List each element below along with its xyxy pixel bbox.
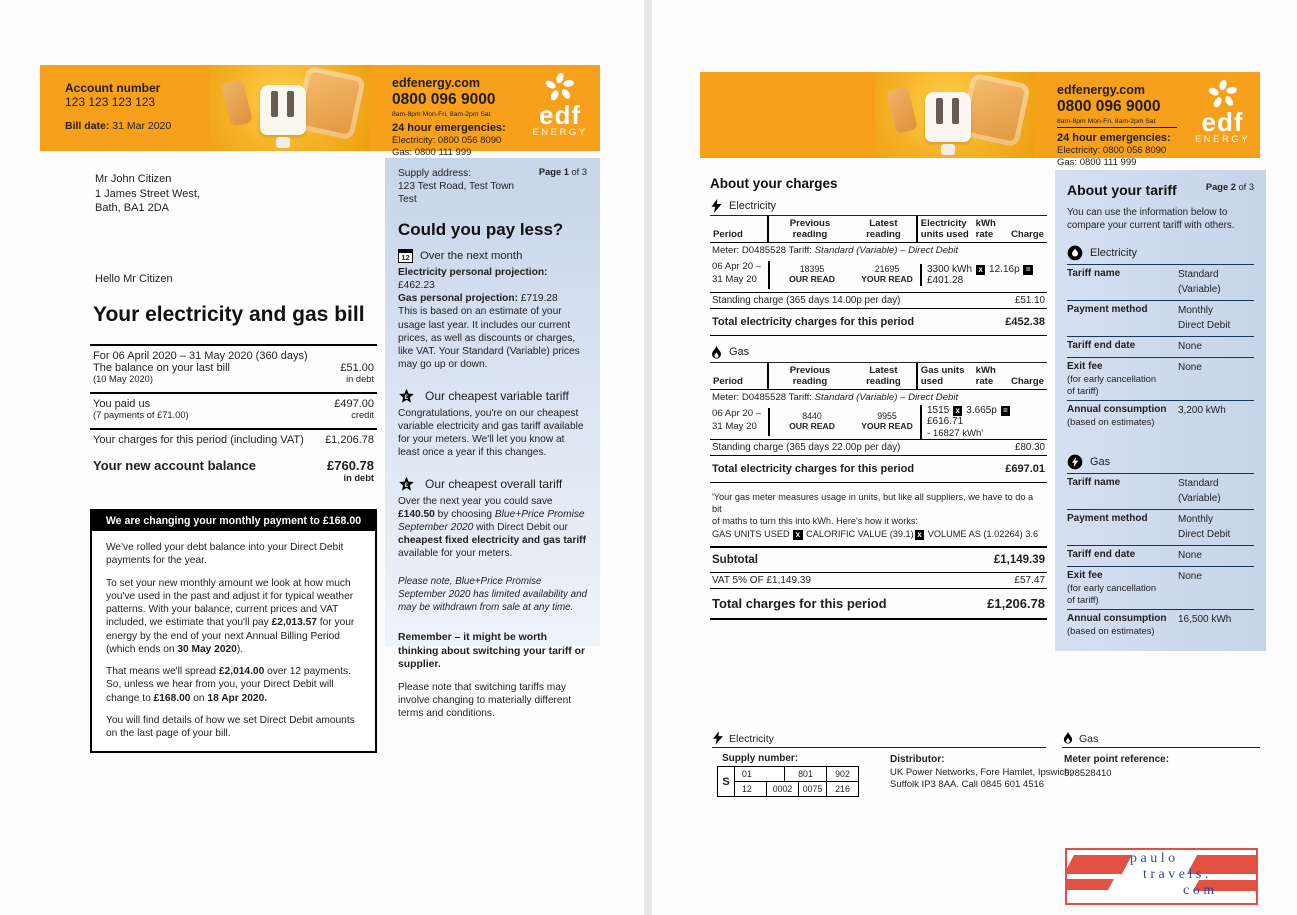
footer-gas-header: Gas [1062,731,1260,748]
footer-electricity-header: Electricity [712,731,1046,748]
emergencies-label: 24 hour emergencies: [1057,132,1171,144]
toast-slice [221,79,253,127]
greeting: Hello Mr Citizen [95,273,173,285]
supply-address-line: Test [398,194,417,206]
pay-less-heading: Could you pay less? [398,220,564,240]
opening-hours: 8am-8pm Mon-Fri, 8am-2pm Sat [392,111,491,118]
opening-hours: 8am-8pm Mon-Fri, 8am-2pm Sat [1057,118,1177,128]
watermark-shape [1065,855,1132,874]
tariff-row: Tariff name Standard (Variable) [1067,474,1254,510]
remember-note: Remember – it might be worth thinking about switching your tariff or supplier. [398,632,586,670]
phone-number: 0800 096 9000 [392,91,496,108]
supply-address-label: Supply address: [398,168,472,179]
bill-date: Bill date: 31 Mar 2020 [65,120,172,132]
edf-logo-subtext: ENERGY [1194,134,1251,146]
account-info [40,65,210,151]
balance-section-payments: You paid us £497.00 (7 payments of £71.00) credit [90,392,377,428]
meter-line: Meter: D0485528 Tariff: Standard (Variable) – Direct Debit [712,245,959,256]
emergency-electricity: Electricity: 0800 056 8090 [1057,145,1167,156]
svg-text:£: £ [404,393,409,401]
charges-section [710,176,1047,620]
standing-charge-row: Standing charge (365 days 14.00p per day) £51.10 [710,292,1047,309]
distributor-info: Distributor: UK Power Networks, Fore Hamlet, Ipswich, Suffolk IP3 8AA. Call 0845 601 4516 [890,754,1073,791]
contact-info [1035,72,1185,168]
calendar-icon: 12 [398,249,413,263]
direct-debit-change-box [90,509,377,753]
star-pound-icon [398,476,415,493]
tariff-gas-header: Gas [1067,454,1254,474]
edf-logo [520,65,600,151]
dd-paragraph: You will find details of how we set Direct Debit amounts on the last page of your bill. [106,714,355,739]
direct-debit-banner: We are changing your monthly payment to £168.00 [92,511,375,531]
standing-charge-row: Standing charge (365 days 22.00p per day) £80.30 [710,439,1047,456]
dd-paragraph: We've rolled your debt balance into your Direct Debit payments for the year. [106,542,344,567]
grand-total-row: Total charges for this period £1,206.78 [710,589,1047,620]
dd-paragraph: To set your new monthly amount we look at how much you've used in the past and adjust it for typical weather patterns. With your balance, current prices and VAT included, we estimate that you'll pay £2,013.57 for your energy by the end of your next Annual Billing Period (which ends on 30 May 2020). [106,577,355,655]
electricity-total-row: Total electricity charges for this period £452.38 [710,309,1047,336]
tariff-row: Exit fee (for early cancellation of tariff) None [1067,567,1254,610]
account-number-label: Account number [65,81,161,95]
toaster-body [260,85,306,135]
electricity-section-header: Electricity [710,199,1047,216]
watermark-shape [1065,879,1114,890]
balance-summary [90,344,377,491]
electricity-calculation: 3300 kWh x 12.16p = £401.28 [920,264,1047,286]
tariff-row: Tariff end date None [1067,546,1254,567]
flame-icon [1062,731,1074,745]
edf-logo-text: edf [539,100,581,130]
tariff-side-panel [1055,170,1266,651]
emergency-electricity: Electricity: 0800 056 8090 [392,135,502,146]
tariff-electricity-header: Electricity [1067,245,1254,265]
switching-note: Please note that switching tariffs may involve changing to materially different terms and conditions. [398,682,572,720]
dd-paragraph: That means we'll spread £2,014.00 over 12 payments. So, unless we hear from you, your Direct Debit will change to £168.00 on 18 Apr 2020. [106,666,351,704]
gas-calculation: 1515 x 3.665p = £616.71 - 16827 kWh' [920,405,1047,439]
vat-row: VAT 5% OF £1,149.39 £57.47 [710,572,1047,589]
electricity-reading-row: 06 Apr 20 – 31 May 20 18395 OUR READ 21695 YOUR READ 3300 kWh x 12.16p = £401.28 [710,258,1047,292]
star-pound-icon [398,388,415,405]
cheapest-variable-tariff-section: £ Our cheapest variable tariff Congratulations, you're on our cheapest variable electricity and gas tariff available for your meters. We'll let you know at least once a year if this changes. [398,388,584,458]
phone-number: 0800 096 9000 [1057,98,1161,115]
toast-slice [886,86,918,134]
page-indicator: Page 1 of 3 [538,167,587,177]
contact-info [370,65,520,158]
tariff-row: Annual consumption (based on estimates) 16,500 kWh [1067,613,1232,637]
gas-section-header: Gas [710,345,1047,363]
toaster-body [925,92,971,142]
balance-section-last-bill: For 06 April 2020 – 31 May 2020 (360 days) The balance on your last bill £51.00 (10 May 2020) in debt [90,344,377,392]
website: edfenergy.com [1057,83,1145,97]
toaster-knob [276,137,290,148]
paulo-travels-watermark: paulo travels. com [1065,848,1258,905]
meter-point-reference: Meter point reference: 598528410 [1064,754,1170,779]
page1-side-panel: Supply address: Page 1 of 3 123 Test Road, Test Town Test Could you pay less? 12 Over the next month Electricity personal projection: £462.23 Gas personal projection: £719.28 This is based on an estimate of your usage last year. It includes our current prices, as well as discounts or charges, like VAT. Your Standard (Variable) prices may go up or down. £ Our cheapest variable tariff Congratulations, you're on our cheapest variable electricity and gas tariff available for your meters. We'll let you know at least once a year if this changes. £ Our cheapest overall tariff Over the next year you could save £140.50 by choosing Blue+Price Promise September 2020 with Direct Debit our cheapest fixed electricity and gas tariff available for your meters. Please note, Blue+Price Promise September 2020 has limited availability and may be withdrawn from sale at any time. Remember – it might be worth thinking about switching your tariff or supplier. Please note that switching tariffs may involve changing to materially different terms and conditions. [385,158,600,646]
new-account-balance: Your new account balance £760.78 [93,458,374,473]
account-number: 123 123 123 123 [65,95,156,109]
subtotal-row: Subtotal £1,149.39 [710,546,1047,572]
svg-text:£: £ [404,481,409,489]
balance-section-charges: Your charges for this period (including VAT) £1,206.78 Your new account balance £760.78 in debt [90,428,377,491]
bolt-circle-icon [1067,454,1083,470]
tariff-row: Exit fee (for early cancellation of tariff) None [1067,358,1254,401]
tariff-row: Annual consumption (based on estimates) 3,200 kWh [1067,404,1226,428]
lightning-icon [710,199,723,213]
page1-header [40,65,600,158]
supply-address-line: 123 Test Road, Test Town [398,181,515,193]
emergency-gas: Gas: 0800 111 999 [392,147,472,158]
availability-note: Please note, Blue+Price Promise September 2020 has limited availability and may be withdrawn from sale at any time. [398,576,587,614]
edf-logo-text: edf [1201,107,1244,137]
supply-number-grid: S 01 801 902 12 0002 0075 216 [717,766,859,797]
page-indicator: Page 2 of 3 [1205,182,1254,192]
tariff-row: Payment method Monthly Direct Debit [1067,301,1254,337]
gas-projection: Gas personal projection: £719.28 [398,293,558,305]
lightning-icon [712,731,724,745]
projection-note: This is based on an estimate of your usage last year. It includes our current prices, as well as discounts or charges, like VAT. Your Standard (Variable) prices may go up or down. [398,306,580,370]
page-gutter [644,0,652,915]
flame-circle-icon [1067,245,1083,261]
edf-logo [1185,72,1260,158]
meter-line: Meter: D0485528 Tariff: Standard (Variable) – Direct Debit [712,391,959,403]
gas-total-row: Total electricity charges for this period £697.01 [710,456,1047,483]
toaster-image [875,72,1035,158]
gas-charges-table: Period Previous reading Latest reading Gas units used kWh rate Charge Meter: D0485528 Tariff: Standard (Variable) – Direct Debit 06 Apr 20 – 31 May 20 8440 OUR READ 9955 YOUR READ 1515 x 3.665p = £616.71 - 16827 kWh' Standing charge (365 days 22.00p per day) £80.30 Total electricity charges for this period £697.01 [710,363,1047,483]
gas-reading-row: 06 Apr 20 – 31 May 20 8440 OUR READ 9955 YOUR READ 1515 x 3.665p = £616.71 - 16827 kWh' [710,405,1047,439]
emergency-gas: Gas: 0800 111 999 [1057,157,1137,168]
edf-logo-subtext: ENERGY [532,127,588,139]
billing-period: For 06 April 2020 – 31 May 2020 (360 days) [93,350,308,362]
cheapest-overall-tariff-section: £ Our cheapest overall tariff Over the next year you could save £140.50 by choosing Blue+Price Promise September 2020 with Direct Debit our cheapest fixed electricity and gas tariff available for your meters. [398,476,586,560]
electricity-charges-table: Period Previous reading Latest reading Electricity units used kWh rate Charge Meter: D0485528 Tariff: Standard (Variable) – Direct Debit 06 Apr 20 – 31 May 20 18395 OUR READ 21695 YOUR READ 3300 kWh x 12.16p = £401.28 Standing charge (365 days 14.00p per day) £51.10 Total electricity charges for this period £452.38 [710,216,1047,336]
toaster-image [210,65,370,151]
supply-number-label: Supply number: [722,753,799,764]
flame-icon [710,345,723,360]
emergencies-label: 24 hour emergencies: [392,122,506,134]
tariff-row: Tariff name Standard (Variable) [1067,265,1254,301]
tariff-row: Payment method Monthly Direct Debit [1067,510,1254,546]
tariff-heading: About your tariff [1067,182,1177,198]
recipient-address: Mr John Citizen 1 James Street West, Bath, BA1 2DA [95,173,200,215]
charges-heading: About your charges [710,176,838,191]
page-title: Your electricity and gas bill [93,303,365,326]
gas-conversion-note: 'Your gas meter measures usage in units, but like all suppliers, we have to do a bit of maths to turn this into kWh. Here's how it works: GAS UNITS USED x CALORIFIC VALUE (39.1) x VOLUME AS (1.02264) 3.6 [710,489,1047,542]
toaster-knob [941,144,955,155]
electricity-projection: Electricity personal projection: £462.23 [398,267,548,292]
website: edfenergy.com [392,76,480,90]
tariff-row: Tariff end date None [1067,337,1254,358]
gas-formula: GAS UNITS USED x CALORIFIC VALUE (39.1) x VOLUME AS (1.02264) 3.6 [712,528,1039,539]
tariff-intro: You can use the information below to compare your current tariff with others. [1067,207,1235,232]
page2-header [700,72,1260,168]
